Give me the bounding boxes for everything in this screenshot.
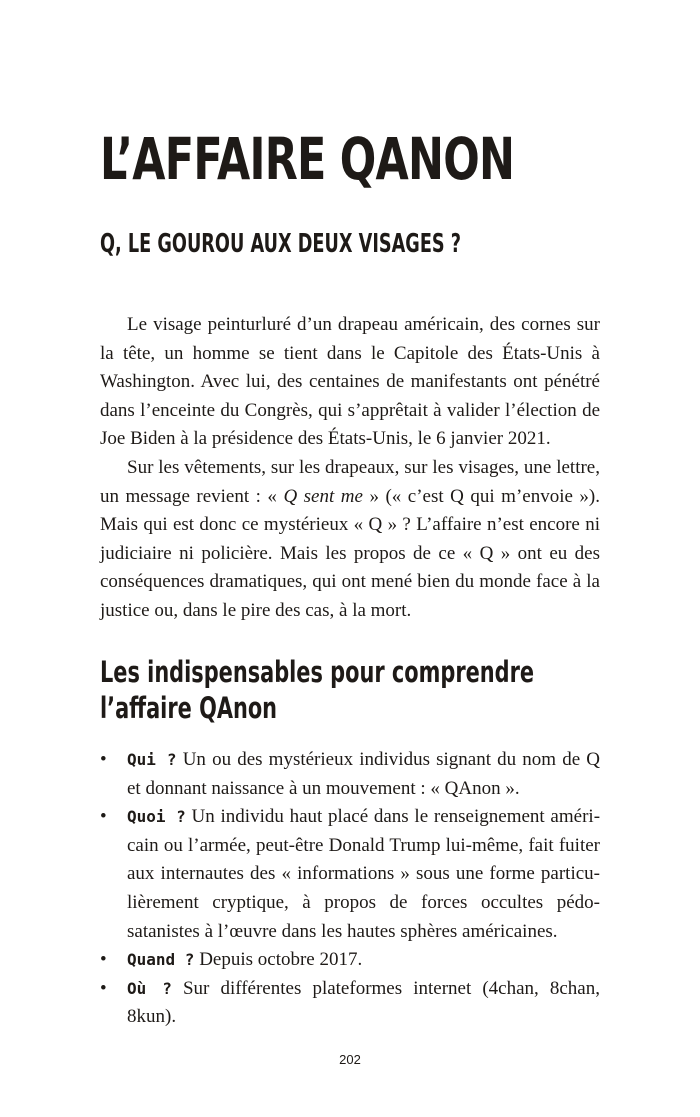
bullet-icon: • xyxy=(100,806,107,828)
section-title-line-1: Les indispensables pour comprendre xyxy=(100,655,535,689)
key-point-text: Sur différentes plateformes internet (4chan, 8chan, 8kun). xyxy=(127,977,600,1028)
page-number: 202 xyxy=(339,1052,361,1067)
key-point-when xyxy=(100,946,600,975)
intro-paragraph-2-end: » (« c’est Q qui m’envoie »). Mais qui est donc ce mystérieux « Q » ? L’affaire n’est encore ni judiciaire ni policière. Mais les propos de ce « Q » ont eu des conséquences dramatiques, qui ont mené bien du monde face à la justice ou, dans le pire des cas, à la mort. xyxy=(100,485,600,621)
intro-paragraph-2-start: Sur les vêtements, sur les drapeaux, sur les visages, une lettre, un message revient : « xyxy=(100,456,600,507)
quote-q-sent-me: Q sent me xyxy=(283,485,363,507)
chapter-subtitle: Q, LE GOUROU AUX DEUX VISAGES ? xyxy=(100,229,462,259)
key-point-who xyxy=(100,746,600,803)
intro-paragraph-2 xyxy=(100,454,600,626)
section-title xyxy=(100,654,534,726)
intro-text xyxy=(100,311,600,626)
bullet-icon: • xyxy=(100,749,107,770)
key-point-where xyxy=(100,975,600,1032)
key-point-text: Un individu haut placé dans le renseignement américain ou l’armée, peut-être Donald Trump lui-même, fait fuiter aux internautes des « informations » sous une forme particulièrement cryptique, à propos de forces occultes pédosatanistes à l’œuvre dans les hautes sphères américaines. xyxy=(127,806,601,942)
section-title-line-2: l’affaire QAnon xyxy=(100,691,278,725)
bullet-icon: • xyxy=(100,977,107,999)
bullet-icon: • xyxy=(100,949,107,971)
key-points-list xyxy=(100,746,600,1032)
key-point-what xyxy=(100,803,600,946)
intro-paragraph-1: Le visage peinturluré d’un drapeau américain, des cornes sur la tête, un homme se tient dans le Capitole des États-Unis à Washington. Avec lui, des centaines de manifestants ont pénétré dans l’enceinte du Congrès, qui s’apprêtait à valider l’élection de Joe Biden à la présidence des États-Unis, le 6 janvier 2021. xyxy=(100,314,600,450)
key-point-text: Un ou des mystérieux individus signant du nom de Q et donnant naissance à un mouvement : « QAnon ». xyxy=(127,749,600,799)
chapter-title: L’AFFAIRE QANON xyxy=(100,125,515,193)
key-point-text: Depuis octobre 2017. xyxy=(199,949,363,971)
key-point-term: Quand ? xyxy=(127,950,195,970)
key-point-term: Quoi ? xyxy=(127,807,186,827)
key-point-term: Qui ? xyxy=(127,750,177,769)
key-point-term: Où ? xyxy=(127,978,172,998)
book-page xyxy=(100,0,600,1117)
